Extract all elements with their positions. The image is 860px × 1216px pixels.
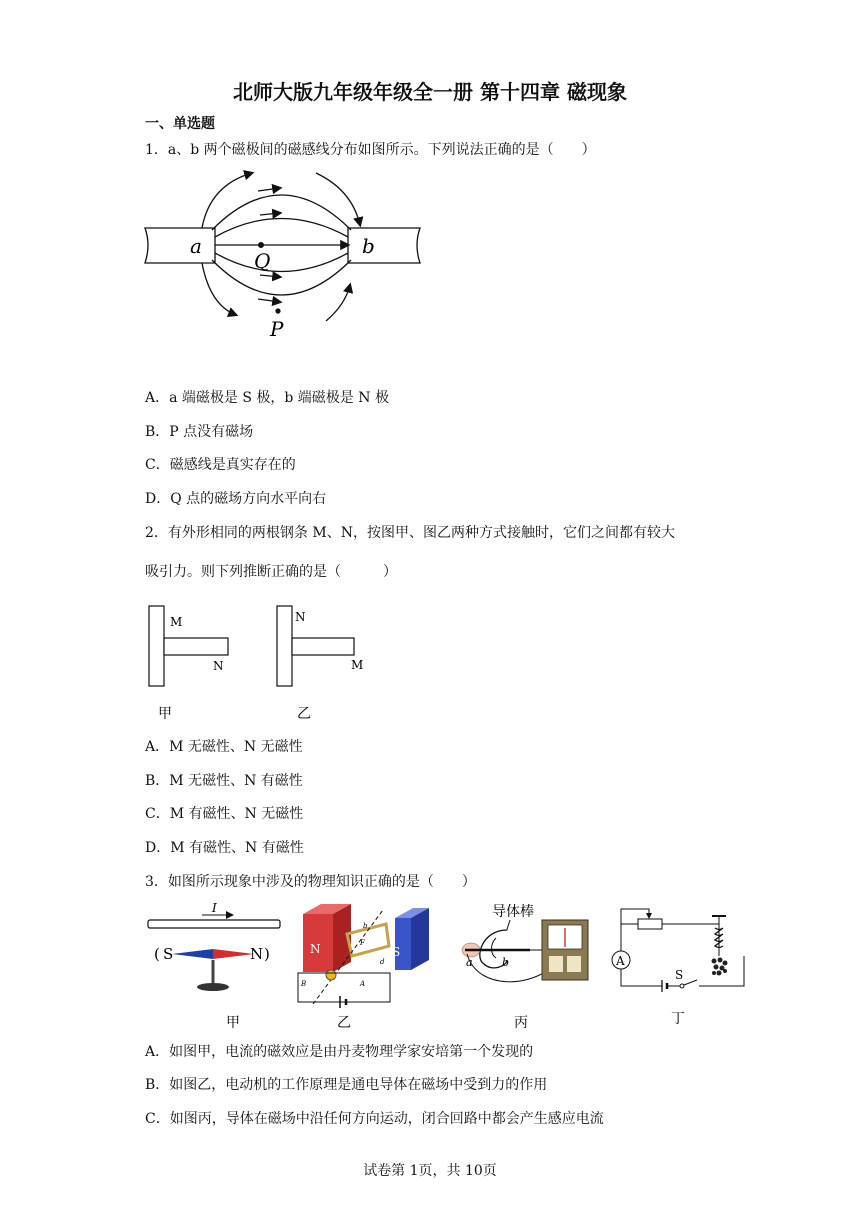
page-title: 北师大版九年级年级全一册 第十四章 磁现象 <box>233 80 627 104</box>
svg-text:b: b <box>363 922 368 930</box>
svg-text:d: d <box>380 958 385 966</box>
svg-text:A: A <box>360 980 366 988</box>
q3-option-a[interactable]: A．如图甲，电流的磁效应是由丹麦物理学家安培第一个发现的 <box>145 1044 534 1060</box>
q1-option-c[interactable]: C．磁感线是真实存在的 <box>145 457 296 473</box>
bar-jia-vertical <box>149 606 164 686</box>
label-jia-n: N <box>213 659 224 673</box>
q2-option-d[interactable]: D．M 有磁性、N 有磁性 <box>145 840 304 856</box>
label-magnet-s: S <box>392 945 401 959</box>
electromagnetism-figures <box>140 898 760 1033</box>
magnet-s-block <box>395 918 411 970</box>
compass-needle-n <box>213 949 254 959</box>
point-p <box>275 308 280 313</box>
label-rod-a: a <box>466 956 473 969</box>
q2-option-c[interactable]: C．M 有磁性、N 无磁性 <box>145 806 304 822</box>
q2-option-b[interactable]: B．M 无磁性、N 有磁性 <box>145 773 303 789</box>
label-yi-m: M <box>351 658 364 672</box>
compass-needle-s <box>172 949 213 959</box>
steel-bars-figure <box>140 598 380 726</box>
caption-yi: 乙 <box>297 706 311 722</box>
question-1-stem: 1．a、b 两个磁极间的磁感线分布如图所示。下列说法正确的是（ ） <box>145 142 596 158</box>
bar-yi-horizontal <box>292 638 354 655</box>
caption-jia: 甲 <box>226 1015 240 1031</box>
label-conductor-rod: 导体棒 <box>492 904 534 920</box>
section-heading: 一、单选题 <box>145 116 215 132</box>
label-jia-m: M <box>170 615 183 629</box>
svg-text:(: ( <box>154 945 160 963</box>
label-rod-b: b <box>502 956 510 969</box>
caption-bing: 丙 <box>514 1015 528 1031</box>
caption-yi: 乙 <box>337 1015 351 1031</box>
figure-bing <box>462 903 588 1031</box>
label-current-i: I <box>212 901 217 915</box>
q1-option-b[interactable]: B．P 点没有磁场 <box>145 424 254 440</box>
svg-text:B: B <box>301 980 307 988</box>
label-compass-s: S <box>163 945 174 963</box>
magnetic-field-lines-figure <box>140 165 430 345</box>
q3-option-b[interactable]: B．如图乙，电动机的工作原理是通电导体在磁场中受到力的作用 <box>145 1077 548 1093</box>
bar-yi-vertical <box>277 606 292 686</box>
label-compass-n: N <box>250 945 264 963</box>
point-q <box>258 242 264 248</box>
question-2-stem-line-2: 吸引力。则下列推断正确的是（ ） <box>145 564 397 580</box>
q1-option-a[interactable]: A．a 端磁极是 S 极，b 端磁极是 N 极 <box>145 390 389 406</box>
question-3-stem: 3．如图所示现象中涉及的物理知识正确的是（ ） <box>145 874 476 890</box>
svg-text:): ) <box>264 945 270 963</box>
rheostat <box>638 919 662 929</box>
label-magnet-n: N <box>310 942 321 956</box>
magnet-b <box>348 228 420 263</box>
q2-option-a[interactable]: A．M 无磁性、N 无磁性 <box>145 739 303 755</box>
caption-jia: 甲 <box>158 706 172 722</box>
iron-filings <box>712 958 728 976</box>
label-p: P <box>270 317 284 341</box>
label-switch: S <box>675 968 684 982</box>
caption-ding: 丁 <box>671 1011 685 1027</box>
label-a: a <box>190 234 202 258</box>
page-footer: 试卷第 1页，共 10页 <box>363 1163 497 1179</box>
q3-option-c[interactable]: C．如图丙，导体在磁场中沿任何方向运动，闭合回路中都会产生感应电流 <box>145 1111 604 1127</box>
label-b: b <box>362 234 375 258</box>
label-ammeter: A <box>616 954 625 968</box>
switch[interactable] <box>684 980 697 985</box>
q1-option-d[interactable]: D．Q 点的磁场方向水平向右 <box>145 491 327 507</box>
bar-jia-horizontal <box>164 638 228 655</box>
label-q: Q <box>254 249 271 273</box>
svg-text:F: F <box>360 939 365 947</box>
figure-jia <box>148 901 280 1031</box>
question-2-stem-line-1: 2．有外形相同的两根钢条 M、N，按图甲、图乙两种方式接触时，它们之间都有较大 <box>145 525 675 541</box>
label-yi-n: N <box>295 610 306 624</box>
coil <box>347 924 389 956</box>
magnet-a <box>145 228 215 263</box>
figure-ding <box>612 909 744 1027</box>
figure-yi <box>298 904 429 1031</box>
